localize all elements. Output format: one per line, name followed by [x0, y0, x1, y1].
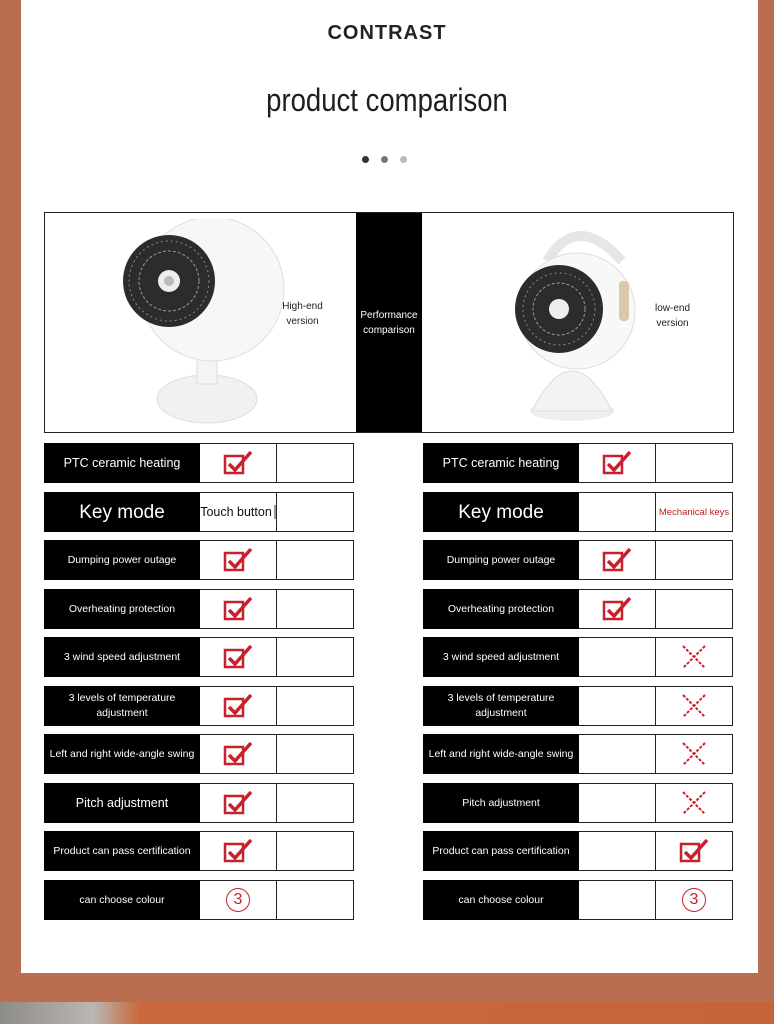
- count-badge: 3: [682, 888, 706, 912]
- bottom-photo-strip: [0, 1002, 774, 1024]
- feature-label: Dumping power outage: [44, 540, 200, 580]
- feature-label: 3 levels of temperature adjustment: [44, 686, 200, 726]
- feature-label: Overheating protection: [44, 589, 200, 629]
- feature-cell-a: [579, 783, 656, 823]
- feature-cell-a: [579, 734, 656, 774]
- low-end-version-label: low-end version: [654, 303, 691, 329]
- feature-cell-a: [200, 880, 277, 920]
- table-row: [423, 880, 733, 920]
- feature-cell-b: [656, 637, 733, 677]
- feature-cell-b: [656, 492, 733, 532]
- content-panel: [21, 0, 758, 973]
- check-icon: [223, 547, 253, 573]
- cross-icon: [680, 643, 708, 671]
- feature-cell-b: [656, 686, 733, 726]
- feature-label: can choose colour: [423, 880, 579, 920]
- feature-cell-b: [656, 443, 733, 483]
- feature-cell-b: [277, 734, 354, 774]
- feature-label: Overheating protection: [423, 589, 579, 629]
- table-row: [44, 492, 354, 532]
- feature-cell-b: [656, 734, 733, 774]
- feature-label: Pitch adjustment: [44, 783, 200, 823]
- feature-cell-b: [277, 831, 354, 871]
- check-icon: [223, 790, 253, 816]
- cross-icon: [680, 740, 708, 768]
- check-icon: [223, 450, 253, 476]
- feature-cell-a: [200, 831, 277, 871]
- table-row: [423, 443, 733, 483]
- performance-comparison-label: [356, 213, 422, 432]
- check-icon: [679, 838, 709, 864]
- feature-cell-a: [200, 686, 277, 726]
- feature-cell-a: [579, 637, 656, 677]
- high-end-version-label: High-end version: [282, 301, 323, 327]
- check-icon: [223, 741, 253, 767]
- feature-cell-a: [579, 589, 656, 629]
- feature-label: PTC ceramic heating: [423, 443, 579, 483]
- count-badge: 3: [226, 888, 250, 912]
- feature-cell-b: [277, 589, 354, 629]
- feature-cell-a: [200, 734, 277, 774]
- table-row: [44, 686, 354, 726]
- feature-cell-a: [200, 783, 277, 823]
- feature-label: Product can pass certification: [423, 831, 579, 871]
- table-row: [44, 637, 354, 677]
- feature-cell-a: [579, 831, 656, 871]
- table-row: [423, 783, 733, 823]
- feature-cell-a: [579, 443, 656, 483]
- table-row: [423, 492, 733, 532]
- feature-label: Key mode: [44, 492, 200, 532]
- cross-icon: [680, 789, 708, 817]
- cross-icon: [680, 692, 708, 720]
- carousel-dots[interactable]: [362, 156, 407, 163]
- feature-cell-b: [277, 540, 354, 580]
- table-row: [423, 686, 733, 726]
- feature-cell-a: [200, 540, 277, 580]
- feature-cell-b: [277, 492, 354, 532]
- carousel-dot[interactable]: [362, 156, 369, 163]
- product-compare-banner: [44, 212, 734, 433]
- table-row: [423, 589, 733, 629]
- feature-cell-a: [200, 589, 277, 629]
- check-icon: [602, 547, 632, 573]
- feature-label: Pitch adjustment: [423, 783, 579, 823]
- check-icon: [223, 693, 253, 719]
- check-icon: [602, 450, 632, 476]
- feature-cell-b: [656, 783, 733, 823]
- table-row: [44, 831, 354, 871]
- check-icon: [223, 838, 253, 864]
- feature-label: Key mode: [423, 492, 579, 532]
- feature-cell-b: [277, 637, 354, 677]
- feature-label: Dumping power outage: [423, 540, 579, 580]
- feature-cell-a: [200, 637, 277, 677]
- low-end-fan-image: [507, 221, 647, 426]
- check-icon: [602, 596, 632, 622]
- check-icon: [223, 644, 253, 670]
- eyebrow-heading: CONTRAST: [327, 22, 447, 44]
- feature-label: 3 wind speed adjustment: [44, 637, 200, 677]
- table-row: [423, 540, 733, 580]
- center-label-text: Performance comparison: [360, 309, 418, 336]
- table-row: [423, 734, 733, 774]
- carousel-dot[interactable]: [400, 156, 407, 163]
- feature-cell-b: [656, 589, 733, 629]
- feature-cell-a: [200, 492, 277, 532]
- table-row: [44, 783, 354, 823]
- table-row: [44, 880, 354, 920]
- table-row: [423, 637, 733, 677]
- feature-label: PTC ceramic heating: [44, 443, 200, 483]
- feature-cell-a: [579, 540, 656, 580]
- table-row: [44, 443, 354, 483]
- feature-label: 3 wind speed adjustment: [423, 637, 579, 677]
- feature-label: can choose colour: [44, 880, 200, 920]
- feature-label: 3 levels of temperature adjustment: [423, 686, 579, 726]
- table-row: [44, 540, 354, 580]
- feature-cell-a: [579, 686, 656, 726]
- feature-label: Product can pass certification: [44, 831, 200, 871]
- key-mode-value: Touch button: [200, 505, 276, 519]
- table-row: [44, 589, 354, 629]
- feature-cell-b: [656, 880, 733, 920]
- feature-cell-b: [656, 831, 733, 871]
- feature-cell-b: [277, 443, 354, 483]
- key-mode-value: Mechanical keys: [658, 506, 730, 518]
- feature-cell-b: [277, 686, 354, 726]
- page-title: product comparison: [266, 82, 508, 118]
- feature-cell-a: [200, 443, 277, 483]
- feature-cell-b: [277, 783, 354, 823]
- table-row: [423, 831, 733, 871]
- feature-cell-b: [656, 540, 733, 580]
- feature-cell-a: [579, 880, 656, 920]
- feature-cell-a: [579, 492, 656, 532]
- feature-cell-b: [277, 880, 354, 920]
- feature-label: Left and right wide-angle swing: [423, 734, 579, 774]
- feature-label: Left and right wide-angle swing: [44, 734, 200, 774]
- carousel-dot[interactable]: [381, 156, 388, 163]
- check-icon: [223, 596, 253, 622]
- table-row: [44, 734, 354, 774]
- high-end-fan-image: [117, 219, 287, 429]
